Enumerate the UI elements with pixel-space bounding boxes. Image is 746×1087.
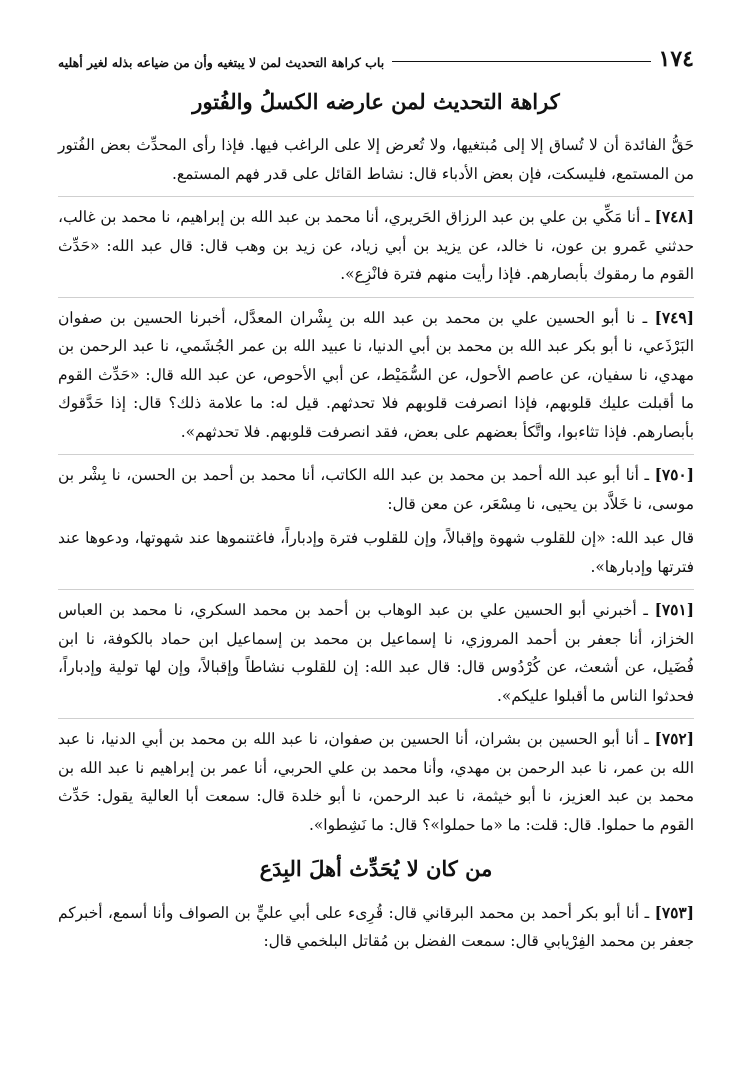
- intro-paragraph-block: [58, 125, 694, 188]
- hadith-text: [58, 725, 694, 839]
- hadith-entry-748: [58, 196, 694, 289]
- hadith-number: [٧٤٨]: [654, 208, 694, 227]
- hadith-number: [٧٥٠]: [654, 466, 694, 485]
- hadith-text: [58, 461, 694, 518]
- hadith-entry-750: [58, 454, 694, 581]
- hadith-number: [٧٥٢]: [654, 730, 694, 749]
- hadith-entry-752: [58, 718, 694, 839]
- hadith-number: [٧٤٩]: [654, 308, 694, 327]
- hadith-text: [58, 596, 694, 710]
- running-header: [58, 36, 694, 70]
- hadith-text: [58, 203, 694, 289]
- book-page: [58, 36, 694, 956]
- hadith-number: [٧٥١]: [654, 601, 694, 620]
- hadith-quote: قال عبد الله: «إن للقلوب شهوة وإقبالاً، وإن للقلوب فترة وإدباراً، فاغتنموها عند شهوتها، ودعوها عند فترتها وإدبارها».: [58, 529, 694, 576]
- hadith-entry-753: [58, 893, 694, 956]
- page-number: ١٧٤: [658, 46, 694, 72]
- running-title: باب كراهة التحديث لمن لا يبتغيه وأن من ضياعه بذله لغير أهليه: [58, 55, 385, 70]
- section-heading: من كان لا يُحَدِّث أهلَ البِدَع: [259, 856, 493, 882]
- hadith-body: ـ أنا أبو عبد الله أحمد بن محمد بن عبد الله الكاتب، أنا محمد بن أحمد بن الحسن، نا بِشْر بن موسى، نا خَلاَّد بن يحيى، نا مِسْعَر، عن معن قال:: [58, 466, 694, 513]
- hadith-text: [58, 304, 694, 447]
- hadith-entry-751: [58, 589, 694, 710]
- hadith-body: ـ أنا أبو بكر أحمد بن محمد البرقاني قال: قُرِىء على أبي عليٍّ بن الصواف وأنا أسمع، أخبركم جعفر بن محمد الفِرْيابي قال: سمعت الفضل بن مُقاتل البلخمي قال:: [58, 903, 694, 951]
- section-heading: كراهة التحديث لمن عارضه الكسلُ والفُتور: [192, 89, 560, 114]
- header-rule: [392, 61, 650, 62]
- hadith-body: ـ أنا أبو الحسين بن بشران، أنا الحسين بن صفوان، نا عبد الله بن محمد بن أبي الدنيا، نا عبد الله بن عمر، نا عبد الرحمن بن مهدي، وأنا محمد بن علي الحربي، أنا عمر بن إبراهيم نا عبد الله بن محمد بن عبد العزيز، نا أبو خيثمة، نا عبد الرحمن، نا أبو خلدة قال: سمعت أبا العالية يقول: حَدِّث القوم ما حملوا. قال: قلت: ما «ما حملوا»؟ قال: ما نَشِطوا».: [58, 730, 694, 834]
- intro-paragraph: حَقُّ الفائدة أن لا تُساق إلا إلى مُبتغيها، ولا تُعرض إلا على الراغب فيها. فإذا رأى المحدِّث بعض الفُتور من المستمع، فليسكت، فإن بعض الأدباء قال: نشاط القائل على قدر فهم المستمع.: [58, 136, 694, 183]
- hadith-body: ـ أخبرني أبو الحسين علي بن عبد الوهاب بن أحمد بن محمد السكري، نا محمد بن العباس الخزاز، أنا جعفر بن أحمد المروزي، نا إسماعيل بن محمد بن إسماعيل ابن حماد بالكوفة، نا ابن فُضَيل، عن أشعث، عن كُرْدُوس قال: قال عبد الله: إن للقلوب نشاطاً وإقبالاً، وإن لها تولية وإدباراً، فحدثوا الناس ما أقبلوا عليكم».: [58, 601, 694, 705]
- hadith-entry-749: [58, 297, 694, 447]
- hadith-body: ـ أنا مَكِّي بن علي بن عبد الرزاق الحَريري، أنا محمد بن عبد الله بن إبراهيم، نا محمد بن غالب، حدثني عَمرو بن عون، نا خالد، عن يزيد بن أبي زياد، عن زيد بن وهب قال: قال عبد الله: «حَدِّث القوم ما رمقوك بأبصارهم. فإذا رأيت منهم فترة فانْزِع».: [58, 208, 694, 284]
- hadith-text: [58, 899, 694, 956]
- hadith-body: ـ نا أبو الحسين علي بن محمد بن عبد الله بن بِشْران المعدَّل، أخبرنا الحسين بن صفوان البَرْذَعي، نا أبو بكر عبد الله بن محمد بن أبي الدنيا، نا عبيد الله بن عمر الجُشَمي، نا عبد الرحمن بن مهدي، نا سفيان، عن عاصم الأحول، عن السُّمَيْط، عن أبي الأحوص، عن عبد الله قال: «حَدِّث القوم ما أقبلت عليك قلوبهم، فإذا انصرفت قلوبهم فلا تحدثهم. قيل له: ما علامة ذلك؟ قال: إذا حَدَّقوك بأبصارهم. فإذا تثاءبوا، واتَّكأ بعضهم على بعض، فقد انصرفت قلوبهم. فلا تحدثهم».: [58, 308, 694, 441]
- hadith-number: [٧٥٣]: [654, 903, 694, 922]
